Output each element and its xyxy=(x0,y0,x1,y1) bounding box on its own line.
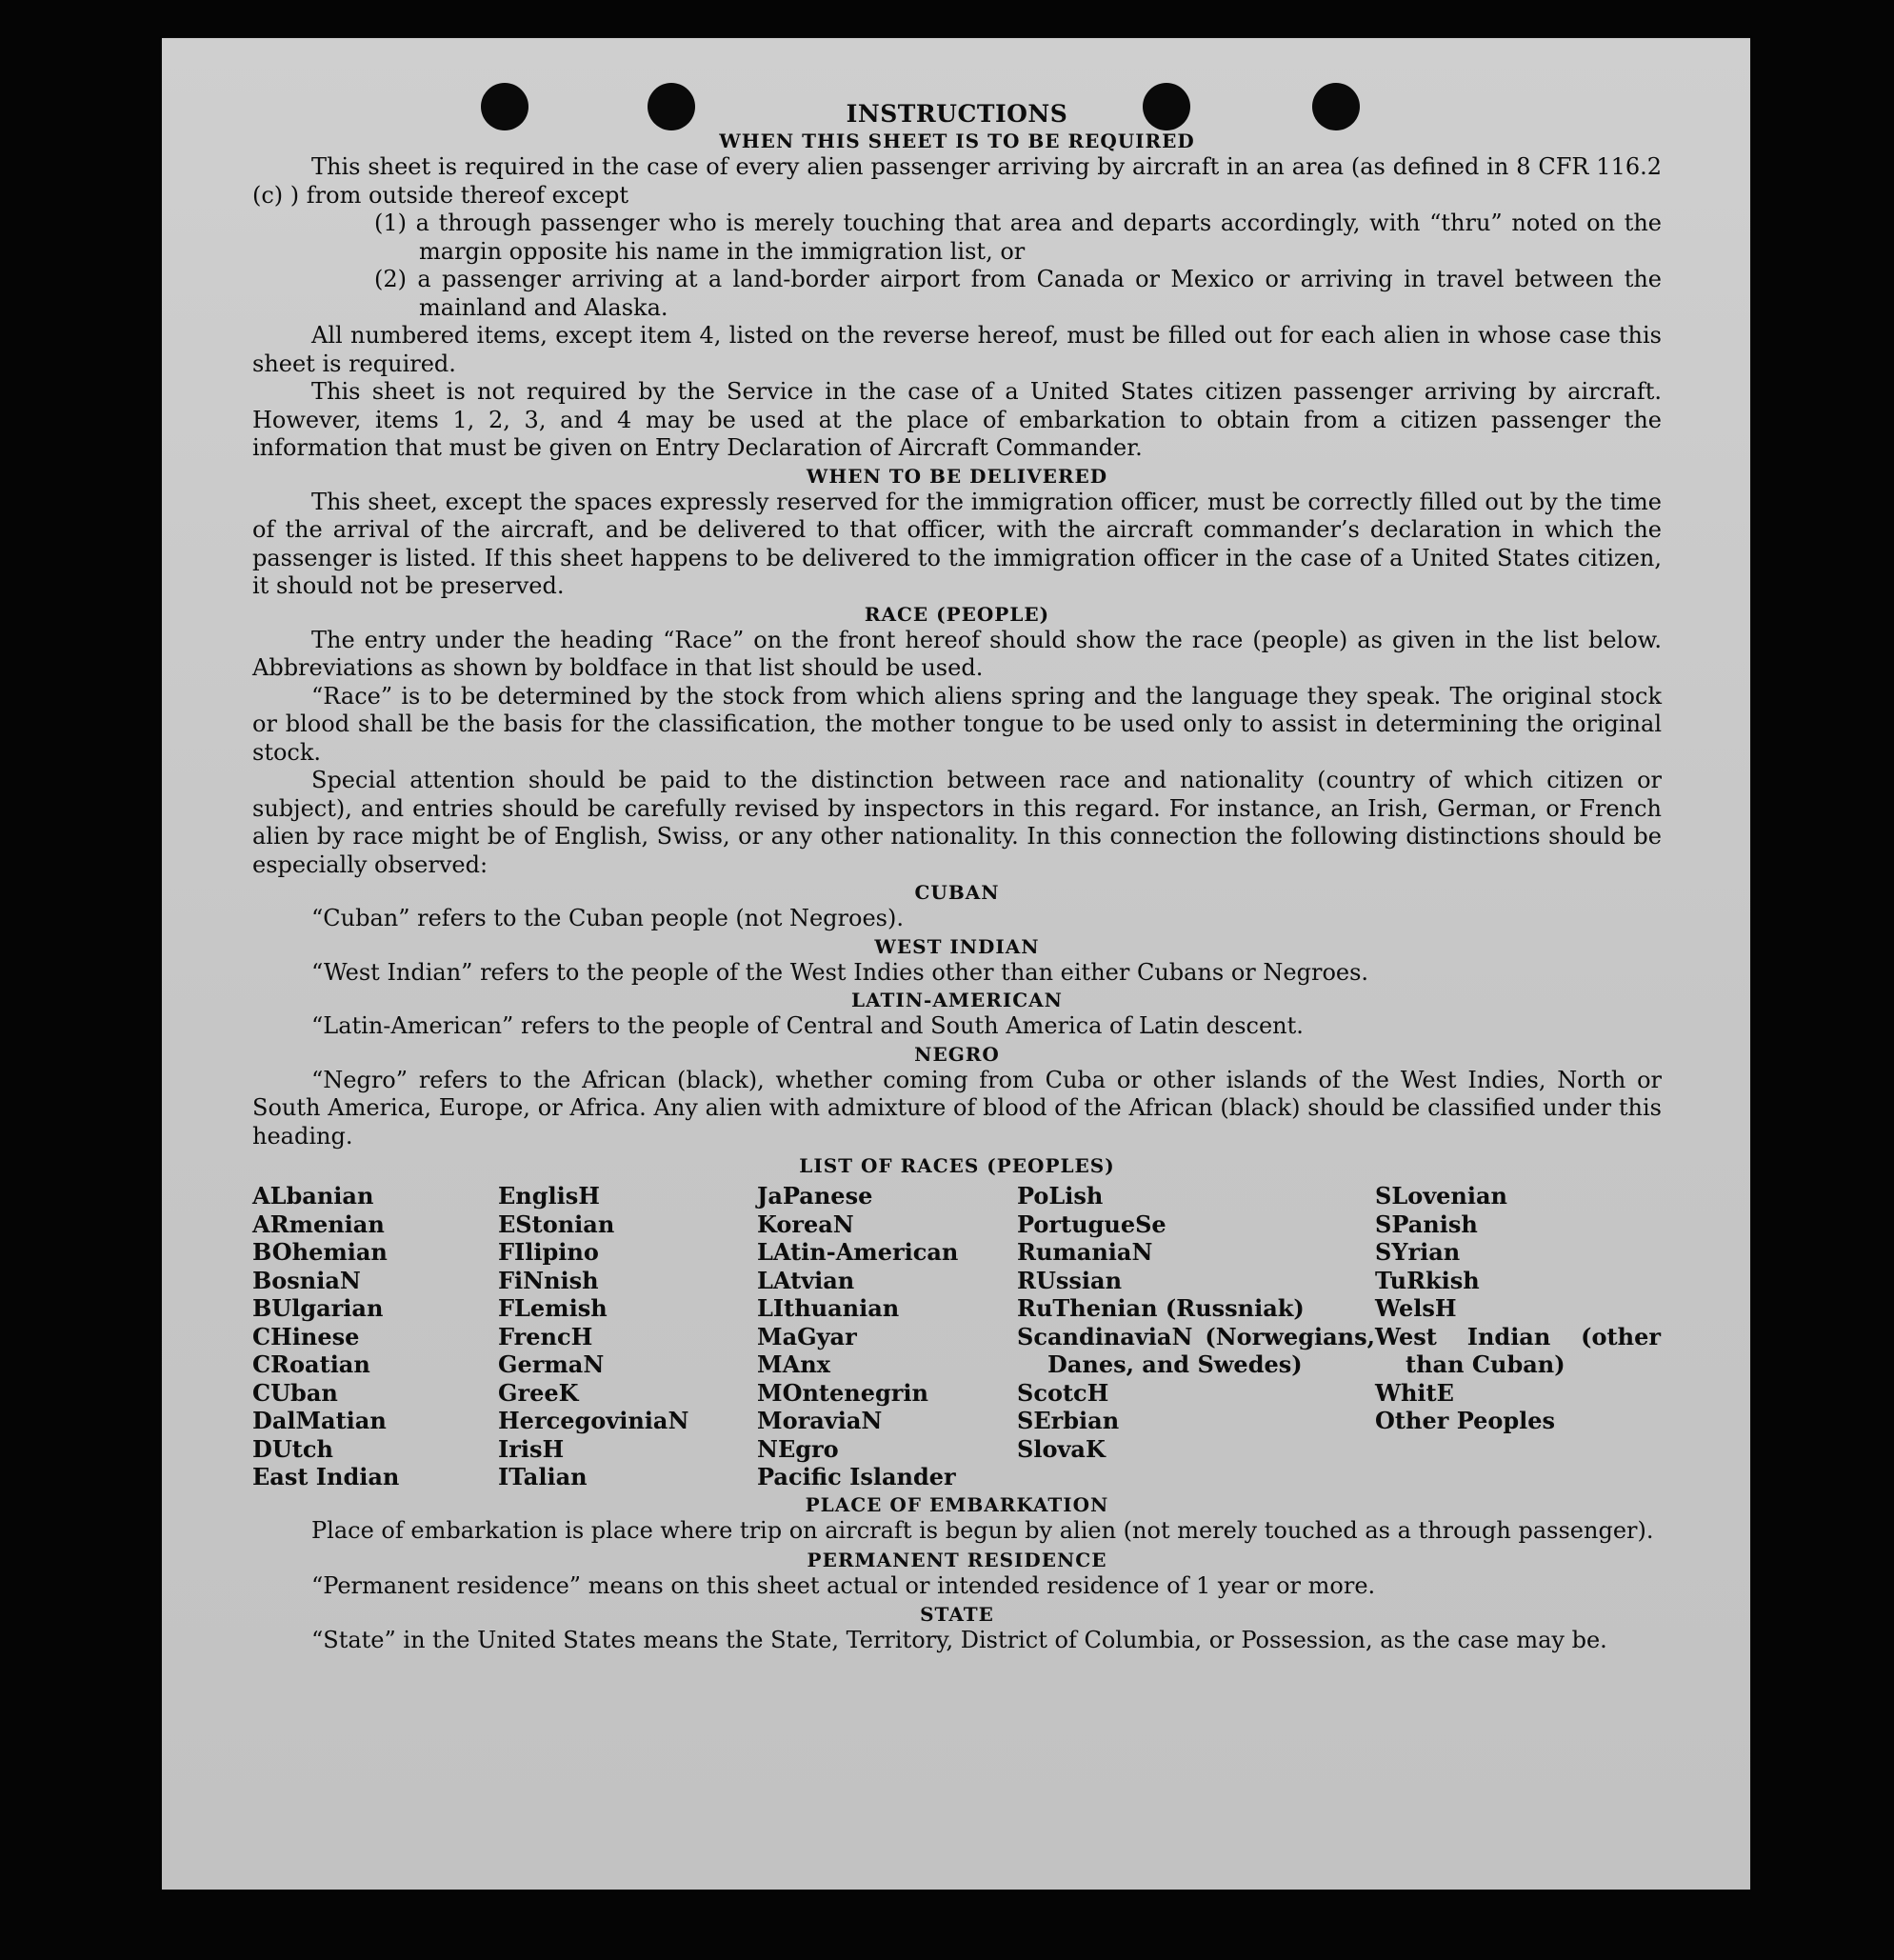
races-column xyxy=(1375,1182,1661,1491)
races-column xyxy=(498,1182,757,1491)
race-entry: FLemish xyxy=(498,1294,608,1322)
paragraph: “West Indian” refers to the people of the West Indies other than either Cubans or Negroes. xyxy=(311,958,1369,986)
page-title: INSTRUCTIONS xyxy=(846,100,1068,128)
race-entry: BUlgarian xyxy=(252,1294,384,1322)
race-entry: DUtch xyxy=(252,1434,333,1463)
race-entry: CUban xyxy=(252,1378,338,1407)
race-entry: EStonian xyxy=(498,1210,615,1238)
paragraph: This sheet is not required by the Service in the case of a United States citizen passenger arriving by aircraft. However, items 1, 2, 3, and 4 may be used at the place of embarkation to obtain from a citizen passenger the information that must be given on Entry Declaration of Aircraft Commander. xyxy=(252,378,1662,461)
race-entry: NEgro xyxy=(757,1434,839,1463)
race-entry: KoreaN xyxy=(757,1210,854,1238)
race-entry: CHinese xyxy=(252,1322,360,1350)
race-entry: PoLish xyxy=(1017,1182,1104,1210)
race-entry: ALbanian xyxy=(252,1182,374,1210)
list-item: (2) a passenger arriving at a land-border airport from Canada or Mexico or arriving in travel between the mainland and Alaska. xyxy=(374,266,1662,321)
section-heading-state: STATE xyxy=(920,1602,994,1626)
race-entry: GermaN xyxy=(498,1350,605,1378)
race-entry: LIthuanian xyxy=(757,1294,900,1322)
race-entry: West Indian (other than Cuban) xyxy=(1375,1322,1661,1378)
paragraph: Place of embarkation is place where trip on aircraft is begun by alien (not merely touched as a through passenger). xyxy=(311,1516,1654,1544)
section-heading-cuban: CUBAN xyxy=(914,881,1000,904)
races-column xyxy=(1017,1182,1375,1491)
race-entry: TuRkish xyxy=(1375,1266,1480,1294)
paragraph: “Race” is to be determined by the stock from which aliens spring and the language they speak. The original stock or blood shall be the basis for the classification, the mother tongue to be used only to assist in determining the original stock. xyxy=(252,682,1662,766)
race-entry: JaPanese xyxy=(757,1182,873,1210)
paragraph: “State” in the United States means the State, Territory, District of Columbia, or Possession, as the case may be. xyxy=(311,1626,1607,1653)
race-entry: BosniaN xyxy=(252,1266,361,1294)
races-column xyxy=(757,1182,1017,1491)
race-entry: RUssian xyxy=(1017,1266,1123,1294)
section-heading-when-delivered: WHEN TO BE DELIVERED xyxy=(806,464,1108,488)
instructions-content xyxy=(252,100,1662,1654)
race-entry: CRoatian xyxy=(252,1350,370,1378)
section-heading-west-indian: WEST INDIAN xyxy=(874,934,1040,958)
race-entry: ITalian xyxy=(498,1463,588,1490)
race-entry: SLovenian xyxy=(1375,1182,1507,1210)
paragraph: This sheet, except the spaces expressly reserved for the immigration officer, must be correctly filled out by the time of the arrival of the aircraft, and be delivered to that officer, with the aircraft commander’s declaration in which the passenger is listed. If this sheet happens to be delivered to the immigration officer in the case of a United States citizen, it should not be preserved. xyxy=(252,488,1662,599)
race-entry: SErbian xyxy=(1017,1407,1120,1434)
race-entry: MAnx xyxy=(757,1350,830,1378)
race-entry: ScotcH xyxy=(1017,1378,1109,1407)
race-entry: FiNnish xyxy=(498,1266,599,1294)
paragraph: All numbered items, except item 4, listed on the reverse hereof, must be filled out for each alien in whose case this sheet is required. xyxy=(252,322,1662,377)
paragraph: “Permanent residence” means on this sheet actual or intended residence of 1 year or more. xyxy=(311,1572,1376,1599)
races-list xyxy=(252,1182,1662,1491)
race-entry: MaGyar xyxy=(757,1322,857,1350)
section-heading-embarkation: PLACE OF EMBARKATION xyxy=(805,1492,1109,1516)
race-entry: HercegoviniaN xyxy=(498,1407,689,1434)
list-item: (1) a through passenger who is merely touching that area and departs accordingly, with “thru” noted on the margin opposite his name in the immigration list, or xyxy=(374,210,1662,265)
race-entry: FrencH xyxy=(498,1322,593,1350)
document-sheet xyxy=(162,38,1750,1890)
race-entry: ARmenian xyxy=(252,1210,385,1238)
section-heading-race: RACE (PEOPLE) xyxy=(864,602,1050,626)
section-heading-permanent-residence: PERMANENT RESIDENCE xyxy=(807,1549,1107,1571)
race-entry: SlovaK xyxy=(1017,1434,1106,1463)
paragraph: The entry under the heading “Race” on the front hereof should show the race (people) as given in the list below. Abbreviations as shown by boldface in that list should be used. xyxy=(252,626,1662,681)
paragraph: This sheet is required in the case of every alien passenger arriving by aircraft in an area (as defined in 8 CFR 116.2 (c) ) from outside thereof except xyxy=(252,153,1662,209)
race-entry: LAtin-American xyxy=(757,1238,959,1266)
race-entry: SYrian xyxy=(1375,1238,1461,1266)
race-entry: IrisH xyxy=(498,1434,565,1463)
paragraph: “Latin-American” refers to the people of Central and South America of Latin descent. xyxy=(311,1012,1304,1039)
paragraph: “Cuban” refers to the Cuban people (not Negroes). xyxy=(311,905,904,931)
race-entry: RuThenian (Russniak) xyxy=(1017,1294,1305,1322)
section-heading-list-of-races: LIST OF RACES (PEOPLES) xyxy=(799,1154,1115,1177)
race-entry: MOntenegrin xyxy=(757,1378,928,1407)
race-entry: SPanish xyxy=(1375,1210,1478,1238)
section-heading-negro: NEGRO xyxy=(914,1042,1000,1066)
race-entry: Pacific Islander xyxy=(757,1463,956,1490)
race-entry: East Indian xyxy=(252,1463,400,1490)
race-entry: MoraviaN xyxy=(757,1407,883,1434)
section-heading-when-required: WHEN THIS SHEET IS TO BE REQUIRED xyxy=(719,130,1195,152)
paragraph: Special attention should be paid to the distinction between race and nationality (country of which citizen or subject), and entries should be carefully revised by inspectors in this regard. For instance, an Irish, German, or French alien by race might be of English, Swiss, or any other nationality. In this connection the following distinctions should be especially observed: xyxy=(252,767,1662,878)
paragraph: “Negro” refers to the African (black), whether coming from Cuba or other islands of the West Indies, North or South America, Europe, or Africa. Any alien with admixture of blood of the African (black) should be classified under this heading. xyxy=(252,1066,1662,1150)
section-heading-latin-american: LATIN-AMERICAN xyxy=(851,989,1063,1011)
race-entry: EnglisH xyxy=(498,1182,600,1210)
race-entry: FIlipino xyxy=(498,1238,599,1266)
race-entry: PortugueSe xyxy=(1017,1210,1166,1238)
race-entry: Other Peoples xyxy=(1375,1407,1556,1434)
race-entry: ScandinaviaN (Norwegians, Danes, and Swedes) xyxy=(1017,1322,1375,1378)
race-entry: WhitE xyxy=(1375,1378,1454,1407)
race-entry: WelsH xyxy=(1375,1294,1457,1322)
race-entry: RumaniaN xyxy=(1017,1238,1153,1266)
race-entry: DalMatian xyxy=(252,1407,387,1434)
race-entry: LAtvian xyxy=(757,1266,855,1294)
races-column xyxy=(252,1182,498,1491)
race-entry: BOhemian xyxy=(252,1238,388,1266)
race-entry: GreeK xyxy=(498,1378,579,1407)
